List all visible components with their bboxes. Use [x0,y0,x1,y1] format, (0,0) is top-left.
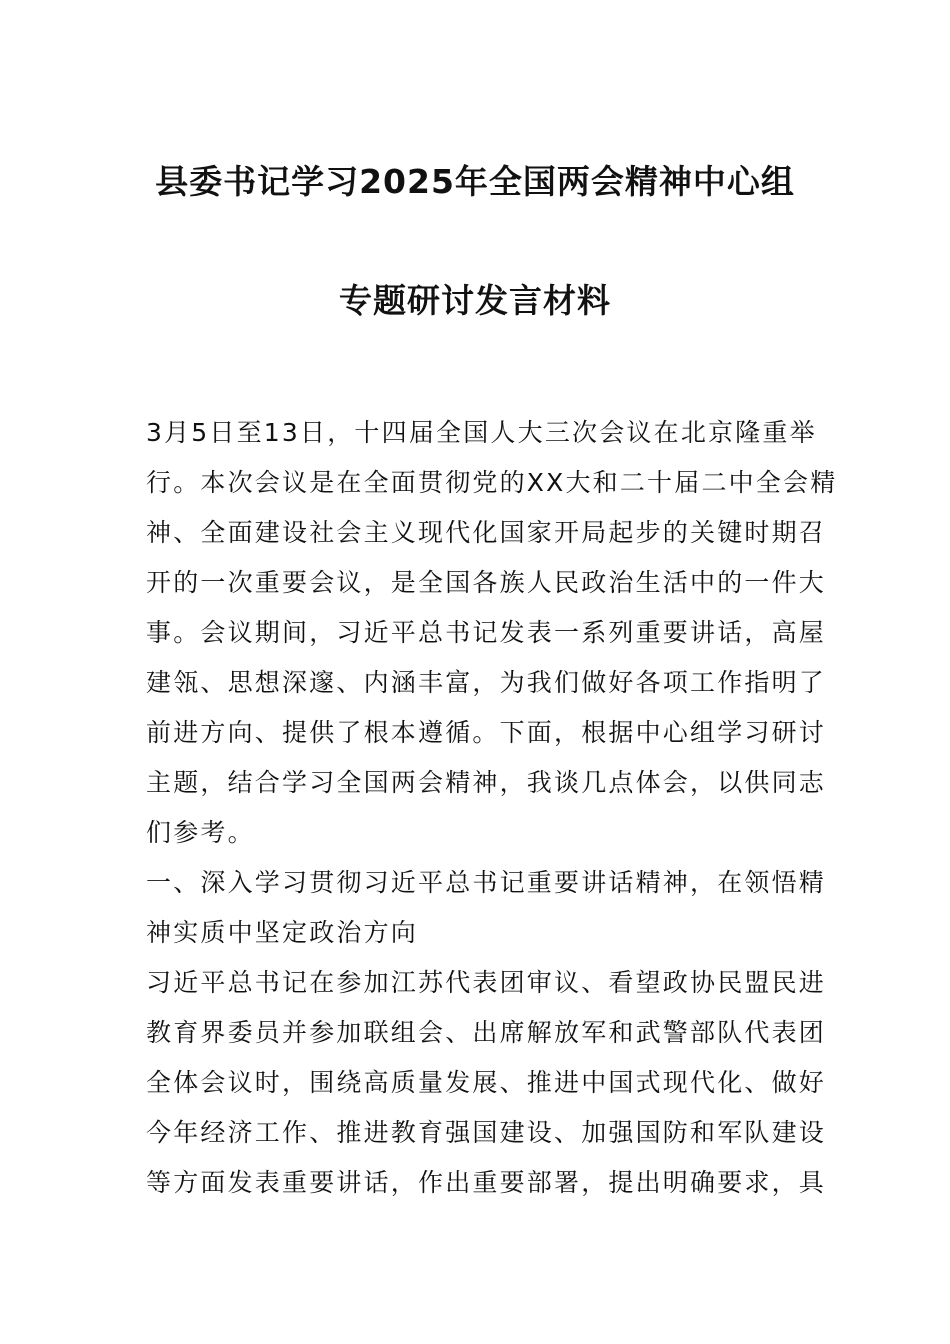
document-title-line-2: 专题研讨发言材料 [339,281,611,320]
body-line: 前进方向、提供了根本遵循。下面，根据中心组学习研讨 [146,718,827,747]
document-title-line-1: 县委书记学习2025年全国两会精神中心组 [155,162,795,201]
body-line: 3月5日至13日，十四届全国人大三次会议在北京隆重举 [146,418,817,447]
body-line: 全体会议时，围绕高质量发展、推进中国式现代化、做好 [146,1068,827,1097]
body-line: 神、全面建设社会主义现代化国家开局起步的关键时期召 [146,518,827,547]
body-line: 行。本次会议是在全面贯彻党的XX大和二十届二中全会精 [146,468,838,497]
body-line: 今年经济工作、推进教育强国建设、加强国防和军队建设 [146,1118,827,1147]
body-line: 事。会议期间，习近平总书记发表一系列重要讲话，高屋 [146,618,827,647]
section-heading-line: 一、深入学习贯彻习近平总书记重要讲话精神，在领悟精 [146,868,827,897]
document-body [146,408,838,1208]
body-line: 等方面发表重要讲话，作出重要部署，提出明确要求，具 [146,1168,827,1197]
body-line: 建瓴、思想深邃、内涵丰富，为我们做好各项工作指明了 [146,668,827,697]
body-line: 们参考。 [146,818,255,847]
body-line: 开的一次重要会议，是全国各族人民政治生活中的一件大 [146,568,827,597]
body-line: 教育界委员并参加联组会、出席解放军和武警部队代表团 [146,1018,827,1047]
body-line: 主题，结合学习全国两会精神，我谈几点体会，以供同志 [146,768,827,797]
section-heading-line: 神实质中坚定政治方向 [146,918,419,947]
body-line: 习近平总书记在参加江苏代表团审议、看望政协民盟民进 [146,968,827,997]
